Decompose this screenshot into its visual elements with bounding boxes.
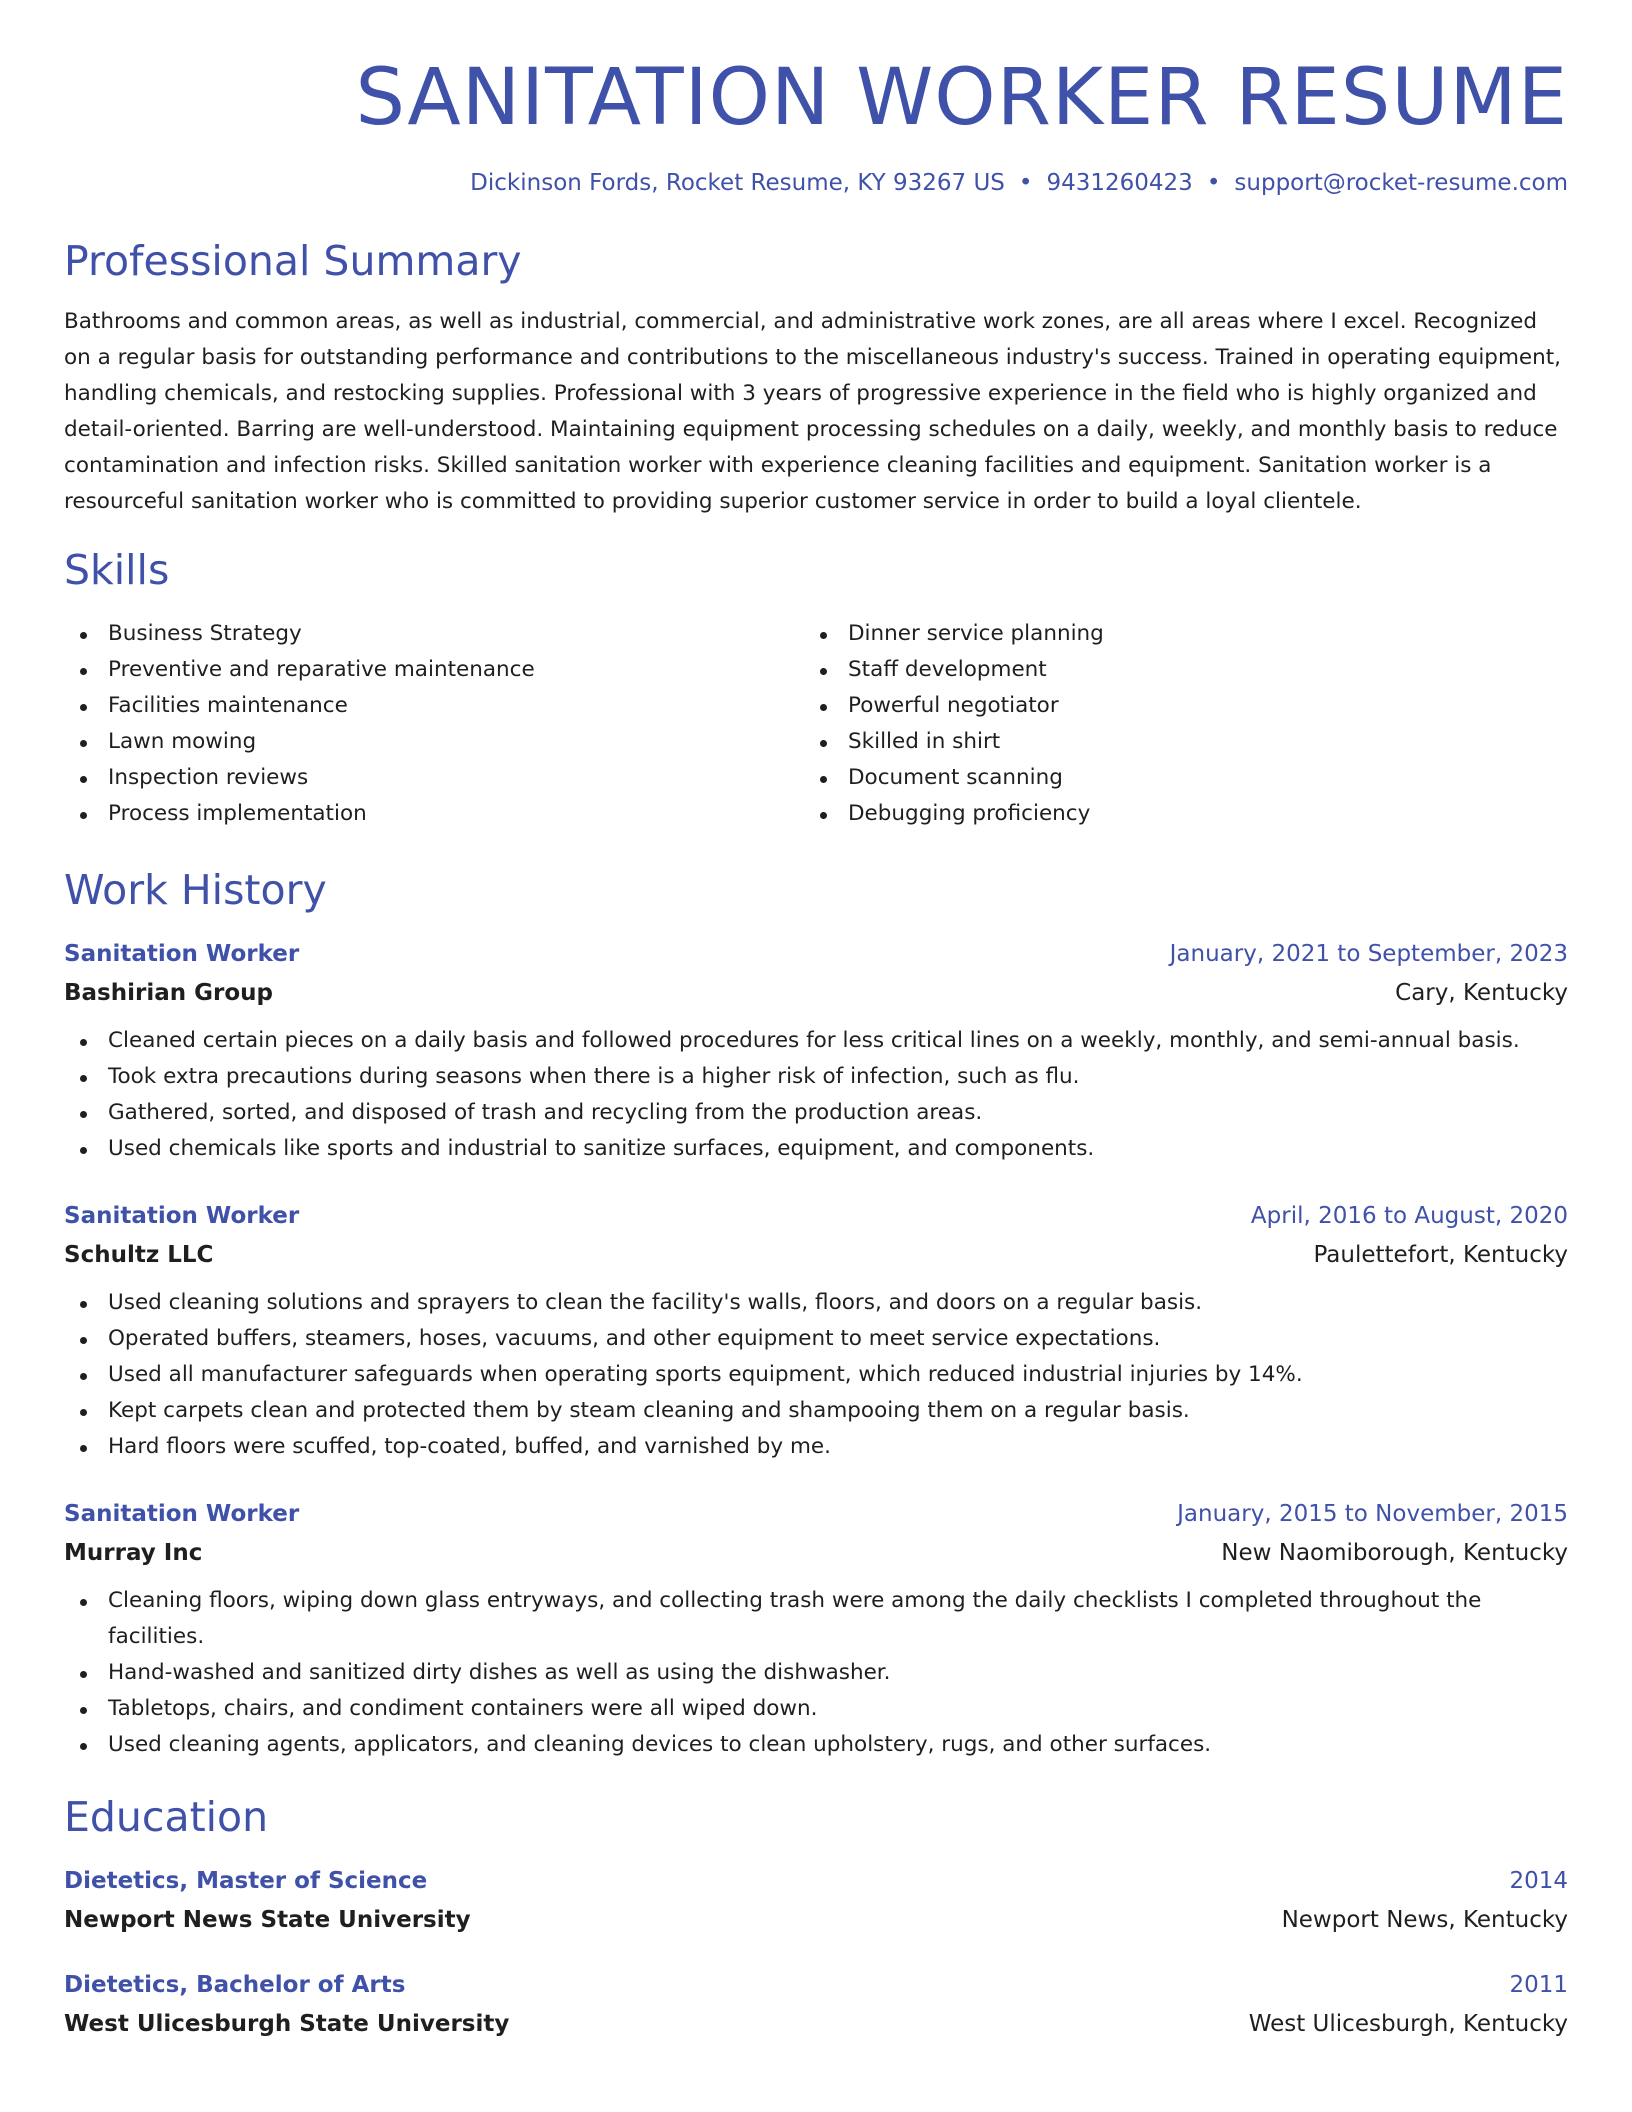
job-bullet: Operated buffers, steamers, hoses, vacuums, and other equipment to meet service expectations. bbox=[64, 1321, 1568, 1357]
resume-title: SANITATION WORKER RESUME bbox=[355, 53, 1568, 143]
job-bullet: Used cleaning solutions and sprayers to clean the facility's walls, floors, and doors on a regular basis. bbox=[64, 1285, 1568, 1321]
job-location: Cary, Kentucky bbox=[1395, 979, 1568, 1006]
job-bullet: Gathered, sorted, and disposed of trash and recycling from the production areas. bbox=[64, 1095, 1568, 1131]
job-entry bbox=[64, 935, 1568, 1167]
skills-section bbox=[64, 546, 1568, 831]
graduation-year: 2011 bbox=[1509, 1972, 1568, 1999]
job-bullets bbox=[64, 1023, 1568, 1167]
job-bullet: Took extra precautions during seasons when there is a higher risk of infection, such as flu. bbox=[64, 1059, 1568, 1095]
graduation-year: 2014 bbox=[1509, 1868, 1568, 1895]
degree: Dietetics, Master of Science bbox=[64, 1868, 428, 1895]
skill-item: Skilled in shirt bbox=[804, 724, 1544, 760]
degree: Dietetics, Bachelor of Arts bbox=[64, 1972, 406, 1999]
skill-item: Business Strategy bbox=[64, 616, 804, 652]
job-dates: January, 2021 to September, 2023 bbox=[1169, 940, 1568, 967]
job-title: Sanitation Worker bbox=[64, 1500, 300, 1527]
school-name: West Ulicesburgh State University bbox=[64, 2011, 510, 2038]
job-bullet: Used chemicals like sports and industrial to sanitize surfaces, equipment, and components. bbox=[64, 1131, 1568, 1167]
education-entry bbox=[64, 1862, 1568, 1940]
professional-summary-section bbox=[64, 237, 1568, 520]
education-section bbox=[64, 1793, 1568, 2044]
skill-item: Facilities maintenance bbox=[64, 688, 804, 724]
contact-email: support@rocket-resume.com bbox=[1234, 169, 1568, 196]
skill-item: Dinner service planning bbox=[804, 616, 1544, 652]
job-bullet: Kept carpets clean and protected them by steam cleaning and shampooing them on a regular basis. bbox=[64, 1393, 1568, 1429]
job-dates: April, 2016 to August, 2020 bbox=[1250, 1202, 1568, 1229]
skill-item: Preventive and reparative maintenance bbox=[64, 652, 804, 688]
job-bullet: Used cleaning agents, applicators, and cleaning devices to clean upholstery, rugs, and other surfaces. bbox=[64, 1727, 1568, 1763]
summary-text: Bathrooms and common areas, as well as industrial, commercial, and administrative work zones, are all areas where I excel. Recognized on a regular basis for outstanding performance and contributions to the miscellaneous industry's success. Trained in operating equipment, handling chemicals, and restocking supplies. Professional with 3 years of progressive experience in the field who is highly organized and detail-oriented. Barring are well-understood. Maintaining equipment processing schedules on a daily, weekly, and monthly basis to reduce contamination and infection risks. Skilled sanitation worker with experience cleaning facilities and equipment. Sanitation worker is a resourceful sanitation worker who is committed to providing superior customer service in order to build a loyal clientele. bbox=[64, 309, 1562, 515]
section-heading: Work History bbox=[64, 865, 327, 914]
school-location: Newport News, Kentucky bbox=[1281, 1907, 1568, 1934]
contact-phone: 9431260423 bbox=[1046, 169, 1193, 196]
job-bullet: Cleaned certain pieces on a daily basis and followed procedures for less critical lines on a weekly, monthly, and semi-annual basis. bbox=[64, 1023, 1568, 1059]
skill-item: Debugging proficiency bbox=[804, 796, 1544, 832]
skill-item: Document scanning bbox=[804, 760, 1544, 796]
skill-item: Lawn mowing bbox=[64, 724, 804, 760]
skill-item: Process implementation bbox=[64, 796, 804, 832]
job-bullets bbox=[64, 1285, 1568, 1465]
job-company: Schultz LLC bbox=[64, 1241, 214, 1268]
job-title: Sanitation Worker bbox=[64, 1202, 300, 1229]
school-location: West Ulicesburgh, Kentucky bbox=[1248, 2011, 1568, 2038]
job-bullet: Hard floors were scuffed, top-coated, buffed, and varnished by me. bbox=[64, 1429, 1568, 1465]
resume-header bbox=[64, 54, 1568, 197]
job-entry bbox=[64, 1495, 1568, 1763]
job-dates: January, 2015 to November, 2015 bbox=[1177, 1500, 1568, 1527]
job-location: Paulettefort, Kentucky bbox=[1313, 1241, 1568, 1268]
section-heading: Skills bbox=[64, 546, 170, 595]
contact-separator: • bbox=[1018, 169, 1033, 196]
skill-item: Staff development bbox=[804, 652, 1544, 688]
job-bullets bbox=[64, 1583, 1568, 1763]
skills-grid bbox=[64, 616, 1568, 832]
job-bullet: Hand-washed and sanitized dirty dishes as well as using the dishwasher. bbox=[64, 1655, 1568, 1691]
job-title: Sanitation Worker bbox=[64, 940, 300, 967]
job-company: Murray Inc bbox=[64, 1539, 203, 1566]
contact-address: Dickinson Fords, Rocket Resume, KY 93267 US bbox=[470, 169, 1005, 196]
school-name: Newport News State University bbox=[64, 1907, 471, 1934]
job-location: New Naomiborough, Kentucky bbox=[1221, 1539, 1568, 1566]
skills-column-left bbox=[64, 616, 804, 832]
skill-item: Powerful negotiator bbox=[804, 688, 1544, 724]
section-heading: Education bbox=[64, 1792, 269, 1841]
job-bullet: Cleaning floors, wiping down glass entryways, and collecting trash were among the daily checklists I completed throughout the facilities. bbox=[64, 1583, 1568, 1655]
education-entry bbox=[64, 1966, 1568, 2044]
section-heading: Professional Summary bbox=[64, 237, 522, 286]
skill-item: Inspection reviews bbox=[64, 760, 804, 796]
job-entry bbox=[64, 1197, 1568, 1465]
job-bullet: Tabletops, chairs, and condiment containers were all wiped down. bbox=[64, 1691, 1568, 1727]
contact-line bbox=[64, 170, 1568, 198]
work-history-section bbox=[64, 866, 1568, 1763]
skills-column-right bbox=[804, 616, 1544, 832]
job-bullet: Used all manufacturer safeguards when operating sports equipment, which reduced industrial injuries by 14%. bbox=[64, 1357, 1568, 1393]
job-company: Bashirian Group bbox=[64, 979, 273, 1006]
contact-separator: • bbox=[1206, 169, 1221, 196]
